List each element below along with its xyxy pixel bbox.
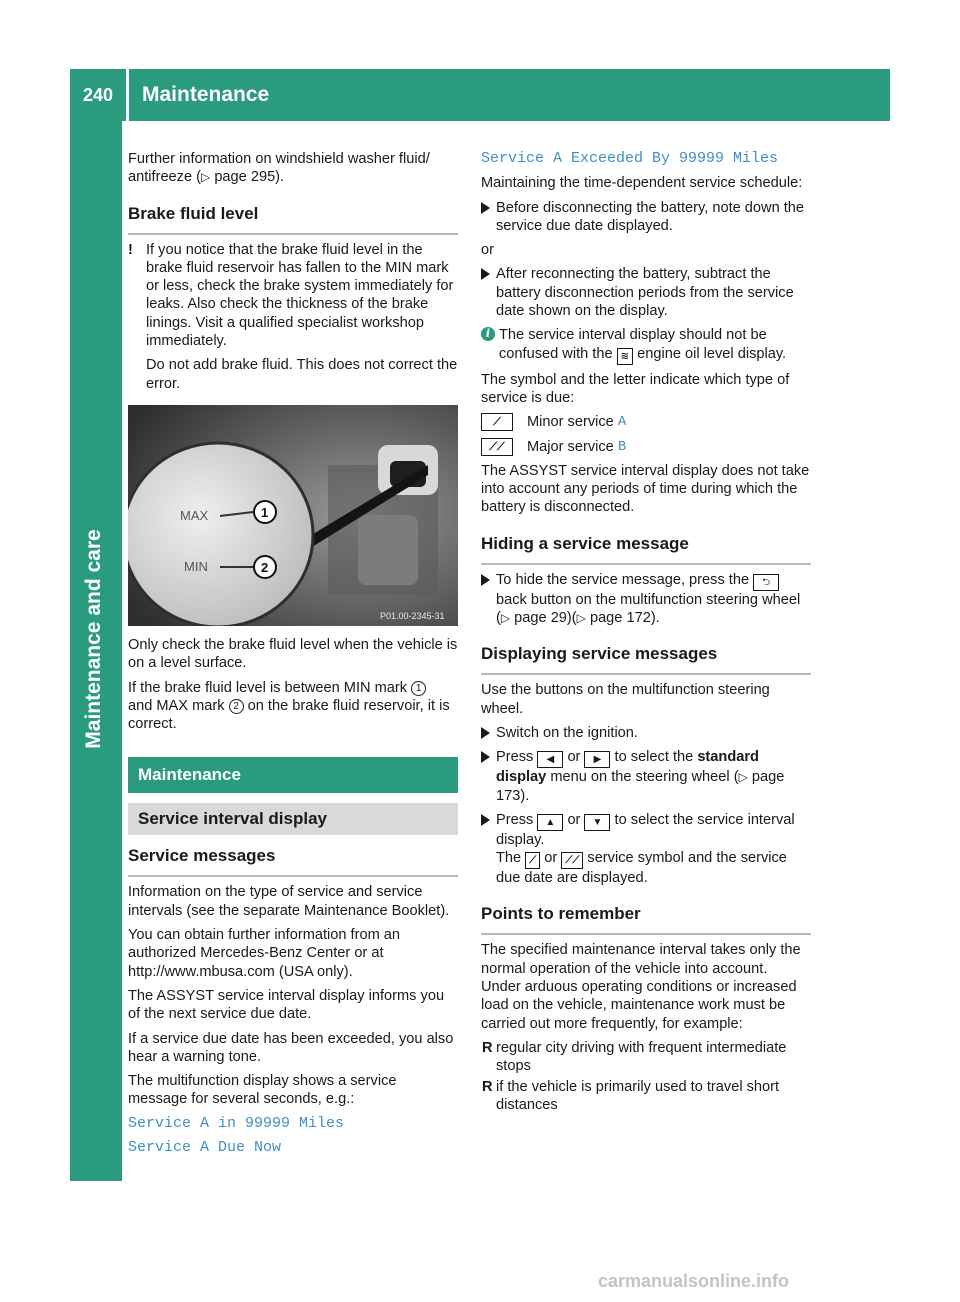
major-service-row	[481, 438, 811, 456]
step-select-service	[481, 811, 811, 888]
xref-arrow-icon: ▷	[738, 770, 748, 785]
photo-code: P01.00-2345-31	[380, 610, 445, 621]
mark-text-b: and MAX mark	[128, 697, 225, 714]
mark-text-a: If the brake fluid level is between MIN mark	[128, 679, 408, 696]
or-text: or	[481, 242, 494, 259]
side-tab-label: Maintenance and care	[82, 529, 105, 749]
ignition-text: Switch on the ignition.	[496, 724, 638, 741]
bullet-text: if the vehicle is primarily used to travel short distances	[496, 1078, 780, 1113]
press-text-2: Press	[496, 811, 534, 828]
display-message-3: Service A Exceeded By 99999 Miles	[481, 150, 779, 167]
points-heading: Points to remember	[481, 903, 811, 935]
callout-2: 2	[261, 559, 269, 575]
or-word: or	[567, 749, 581, 766]
xref-arrow-icon: ▷	[500, 611, 511, 626]
brake-fluid-reservoir-photo	[128, 405, 458, 626]
step-arrow-icon	[481, 727, 490, 739]
service-p2: You can obtain further information from an authorized Mercedes-Benz Center or at http://www.mbusa.com (USA only).	[128, 927, 401, 980]
menu-text: menu on the steering wheel (	[550, 769, 739, 786]
display-ref[interactable]: page 173).	[496, 769, 785, 804]
bullet-icon: R	[482, 1078, 493, 1095]
header-divider	[126, 69, 129, 121]
reservoir-illustration	[128, 405, 458, 626]
bullet-text: regular city driving with frequent intermediate stops	[496, 1039, 787, 1075]
info-text-b: engine oil level display.	[637, 345, 787, 362]
intro-ref[interactable]: page 295).	[214, 169, 285, 186]
level-surface-text: Only check the brake fluid level when the vehicle is on a level surface.	[128, 636, 458, 672]
list-item	[481, 1078, 811, 1115]
display-message-2: Service A Due Now	[128, 1139, 282, 1157]
wrench-icon: ⟋	[525, 852, 540, 869]
step-arrow-icon	[481, 751, 490, 763]
warning-icon: !	[128, 241, 133, 258]
display-message-1: Service A in 99999 Miles	[128, 1114, 345, 1132]
mark-range-text	[128, 679, 458, 734]
battery-disconnect-text: The ASSYST service interval display does not take into account any periods of time during which the battery is disconnected.	[481, 462, 810, 516]
major-service-letter: B	[617, 438, 627, 455]
step-hide	[481, 571, 811, 628]
step-arrow-icon	[481, 574, 490, 586]
warning-text-2: Do not add brake fluid. This does not correct the error.	[146, 357, 458, 392]
hide-text-b: back button on the multifunction steering wheel (	[496, 591, 801, 627]
xref-arrow-icon: ▷	[576, 611, 586, 626]
service-p4: If a service due date has been exceeded, you also hear a warning tone.	[128, 1030, 454, 1065]
warning-note	[128, 241, 458, 393]
step-arrow-icon	[481, 202, 490, 214]
left-button-icon: ◀	[537, 751, 563, 768]
mark-text-c: on the brake fluid reservoir, it is correct.	[128, 697, 450, 733]
oil-level-icon: ≋	[617, 348, 633, 365]
watermark: carmanualsonline.info	[598, 1271, 790, 1291]
symbol-letter-text: The symbol and the letter indicate which type of service is due:	[481, 371, 790, 406]
service-messages-heading: Service messages	[128, 845, 458, 877]
back-button-icon: ⮌	[753, 574, 779, 591]
service-interval-band: Service interval display	[128, 803, 458, 835]
the-word: The	[496, 850, 522, 867]
service-p5: The multifunction display shows a service message for several seconds, e.g.:	[128, 1073, 397, 1108]
callout-1: 1	[261, 504, 269, 520]
press-text: Press	[496, 749, 534, 766]
minor-service-letter: A	[617, 414, 627, 431]
schedule-text: Maintaining the time-dependent service schedule:	[481, 175, 803, 192]
info-text-a: The service interval display should not be confused with the	[499, 327, 767, 362]
right-button-icon: ▶	[584, 751, 610, 768]
list-item	[481, 1039, 811, 1076]
hide-ref-1[interactable]: page 29)(	[514, 610, 577, 627]
callout-2-ref: 2	[229, 699, 244, 714]
points-text: The specified maintenance interval takes only the normal operation of the vehicle into account. Under arduous operating conditions or increased load on the vehicle, maintenance work must be carried out more frequently, for example:	[481, 942, 801, 1032]
major-service-label: Major service	[527, 438, 614, 455]
callout-1-ref: 1	[411, 681, 426, 696]
page-title: Maintenance	[142, 83, 270, 106]
step-ignition	[481, 724, 811, 742]
hiding-heading: Hiding a service message	[481, 533, 811, 565]
step-subtract	[481, 265, 811, 320]
wrench-icon: ⟋	[481, 413, 513, 431]
minor-service-label: Minor service	[527, 414, 614, 431]
service-p3: The ASSYST service interval display informs you of the next service due date.	[128, 987, 445, 1023]
page-number: 240	[82, 84, 114, 105]
step-note-date	[481, 199, 811, 236]
max-label: MAX	[180, 507, 209, 523]
maintenance-section-band: Maintenance	[128, 757, 458, 793]
service-p1: Information on the type of service and service intervals (see the separate Maintenance Booklet).	[128, 884, 450, 919]
minor-service-row	[481, 413, 811, 431]
warning-text: If you notice that the brake fluid level in the brake fluid reservoir has fallen to the MIN mark or less, check the brake system immediately for leaks. Also check the thickness of the brake linings. Visit a qualified specialist workshop immediately.	[146, 241, 454, 350]
double-wrench-icon: ⟋⟋	[481, 438, 513, 456]
down-button-icon: ▼	[584, 814, 610, 831]
intro-paragraph	[128, 150, 458, 187]
double-wrench-icon: ⟋⟋	[561, 852, 583, 869]
step-select-display	[481, 748, 811, 805]
right-column	[481, 150, 811, 1116]
select-service-text: to select the service interval display.	[496, 811, 795, 848]
buttons-text: Use the buttons on the multifunction steering wheel.	[481, 682, 770, 717]
hide-ref-2[interactable]: page 172).	[589, 610, 660, 627]
step-arrow-icon	[481, 268, 490, 280]
standard-word: standard	[697, 749, 759, 766]
info-note	[481, 326, 811, 364]
or-word-2: or	[567, 811, 581, 828]
step-2-text: After reconnecting the battery, subtract the battery disconnection periods from the service date shown on the display.	[496, 266, 794, 320]
display-word: display	[496, 769, 547, 786]
step-1-text: Before disconnecting the battery, note down the service due date displayed.	[496, 199, 805, 234]
displaying-heading: Displaying service messages	[481, 643, 811, 675]
info-icon: i	[481, 327, 495, 341]
left-column	[128, 150, 458, 1163]
select-text: to select the	[614, 749, 694, 766]
hide-text-a: To hide the service message, press the	[496, 571, 750, 588]
symbol-display-text: service symbol and the service due date are displayed.	[496, 850, 787, 887]
or-word-3: or	[544, 850, 558, 867]
step-arrow-icon	[481, 814, 490, 826]
brake-fluid-heading: Brake fluid level	[128, 203, 458, 235]
min-label: MIN	[184, 558, 208, 574]
bullet-icon: R	[482, 1039, 493, 1056]
up-button-icon: ▲	[537, 814, 563, 831]
xref-arrow-icon: ▷	[201, 170, 211, 185]
intro-text: Further information on windshield washer fluid/ antifreeze (	[128, 151, 430, 186]
